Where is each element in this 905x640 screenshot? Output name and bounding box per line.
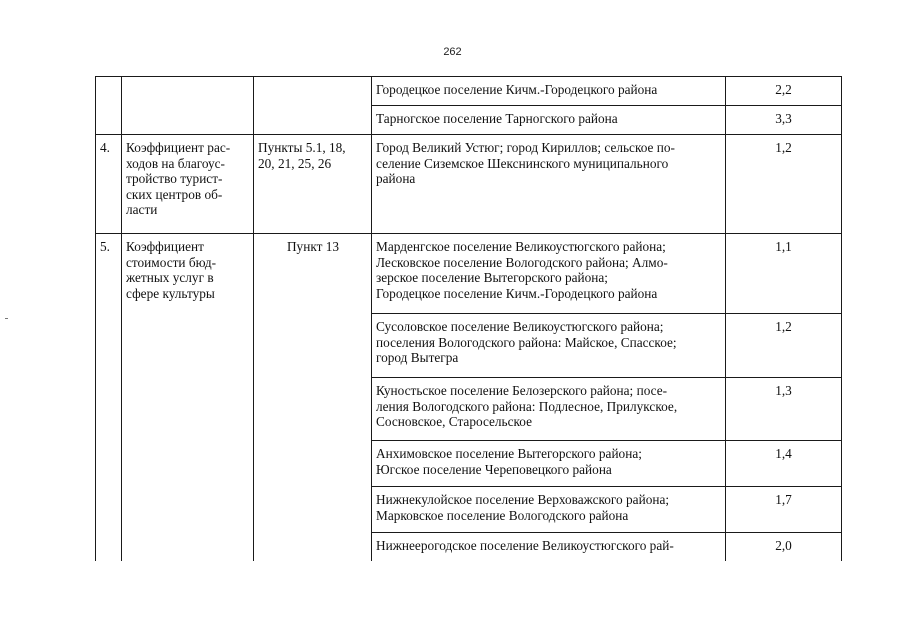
name-line: Коэффициент рас- [126, 140, 231, 155]
page-number: 262 [443, 46, 462, 58]
description-line: Город Великий Устюг; город Кириллов; сельское по- [376, 140, 675, 155]
description-line: Лесковское поселение Вологодского района; Алмо- [376, 254, 668, 270]
coefficient-value-cell: 2,0 [726, 533, 842, 561]
name-line: жетных услуг в [126, 270, 214, 286]
settlement-description-cell [372, 234, 726, 314]
settlement-description-cell [372, 77, 726, 106]
description-line: Марденгское поселение Великоустюгского района; [376, 239, 666, 254]
coefficient-name-cell [122, 135, 254, 234]
settlement-description-cell [372, 487, 726, 533]
description-line: Анхимовское поселение Вытегорского района; [376, 446, 642, 461]
settlement-description-cell [372, 106, 726, 135]
description-line: селение Сиземское Шекснинского муниципального [376, 155, 669, 171]
name-line: Коэффициент [126, 239, 204, 254]
description-line: поселения Вологодского района: Майское, Спасское; [376, 334, 677, 350]
settlement-description-cell [372, 378, 726, 441]
description-line: района [376, 171, 416, 187]
description-line: Марковское поселение Вологодского района [376, 507, 629, 523]
name-line: сфере культуры [126, 285, 215, 301]
description-line: Сосновское, Старосельское [376, 414, 533, 430]
settlement-description-cell [372, 135, 726, 234]
name-line: ласти [126, 202, 158, 218]
table-row [96, 77, 842, 106]
description-line: ления Вологодского района: Подлесное, Прилукское, [376, 398, 678, 414]
name-line: тройство турист- [126, 171, 223, 187]
points-cell [254, 234, 372, 561]
name-line: ходов на благоус- [126, 155, 225, 171]
settlement-description-cell [372, 441, 726, 487]
description-line: Городецкое поселение Кичм.-Городецкого района [376, 82, 658, 97]
coefficient-value-cell: 1,3 [726, 378, 842, 441]
coefficient-value-cell: 1,4 [726, 441, 842, 487]
description-line: Куностьское поселение Белозерского района; посе- [376, 383, 668, 398]
row-number-cell: 4. [96, 135, 122, 234]
name-line: ских центров об- [126, 186, 223, 202]
table-row [96, 135, 842, 234]
description-line: Нижнекулойское поселение Верховажского района; [376, 492, 670, 507]
description-line: Городецкое поселение Кичм.-Городецкого района [376, 285, 658, 301]
coefficient-name-cell [122, 77, 254, 135]
coefficient-value-cell: 1,7 [726, 487, 842, 533]
table-row [96, 234, 842, 314]
name-line: стоимости бюд- [126, 254, 217, 270]
settlement-description-cell [372, 314, 726, 378]
description-line: Нижнеерогодское поселение Великоустюгского рай- [376, 538, 674, 553]
description-line: город Вытегра [376, 350, 459, 366]
description-line: зерское поселение Вытегорского района; [376, 270, 608, 286]
coefficient-value-cell: 3,3 [726, 106, 842, 135]
points-line: Пункты 5.1, 18, [258, 140, 346, 155]
coefficient-name-cell [122, 234, 254, 561]
row-number-cell: 5. [96, 234, 122, 561]
points-line: Пункт 13 [286, 239, 340, 254]
description-line: Сусоловское поселение Великоустюгского района; [376, 319, 664, 334]
coefficient-value-cell: 2,2 [726, 77, 842, 106]
points-line: 20, 21, 25, 26 [258, 155, 332, 171]
description-line: Тарногское поселение Тарногского района [376, 111, 618, 126]
row-number-cell [96, 77, 122, 135]
coefficient-value-cell: 1,2 [726, 314, 842, 378]
coefficient-value-cell: 1,1 [726, 234, 842, 314]
points-cell [254, 135, 372, 234]
coefficient-value-cell: 1,2 [726, 135, 842, 234]
settlement-description-cell [372, 533, 726, 561]
description-line: Югское поселение Череповецкого района [376, 461, 612, 477]
points-cell [254, 77, 372, 135]
coefficients-table [95, 76, 842, 561]
margin-mark [5, 318, 8, 319]
